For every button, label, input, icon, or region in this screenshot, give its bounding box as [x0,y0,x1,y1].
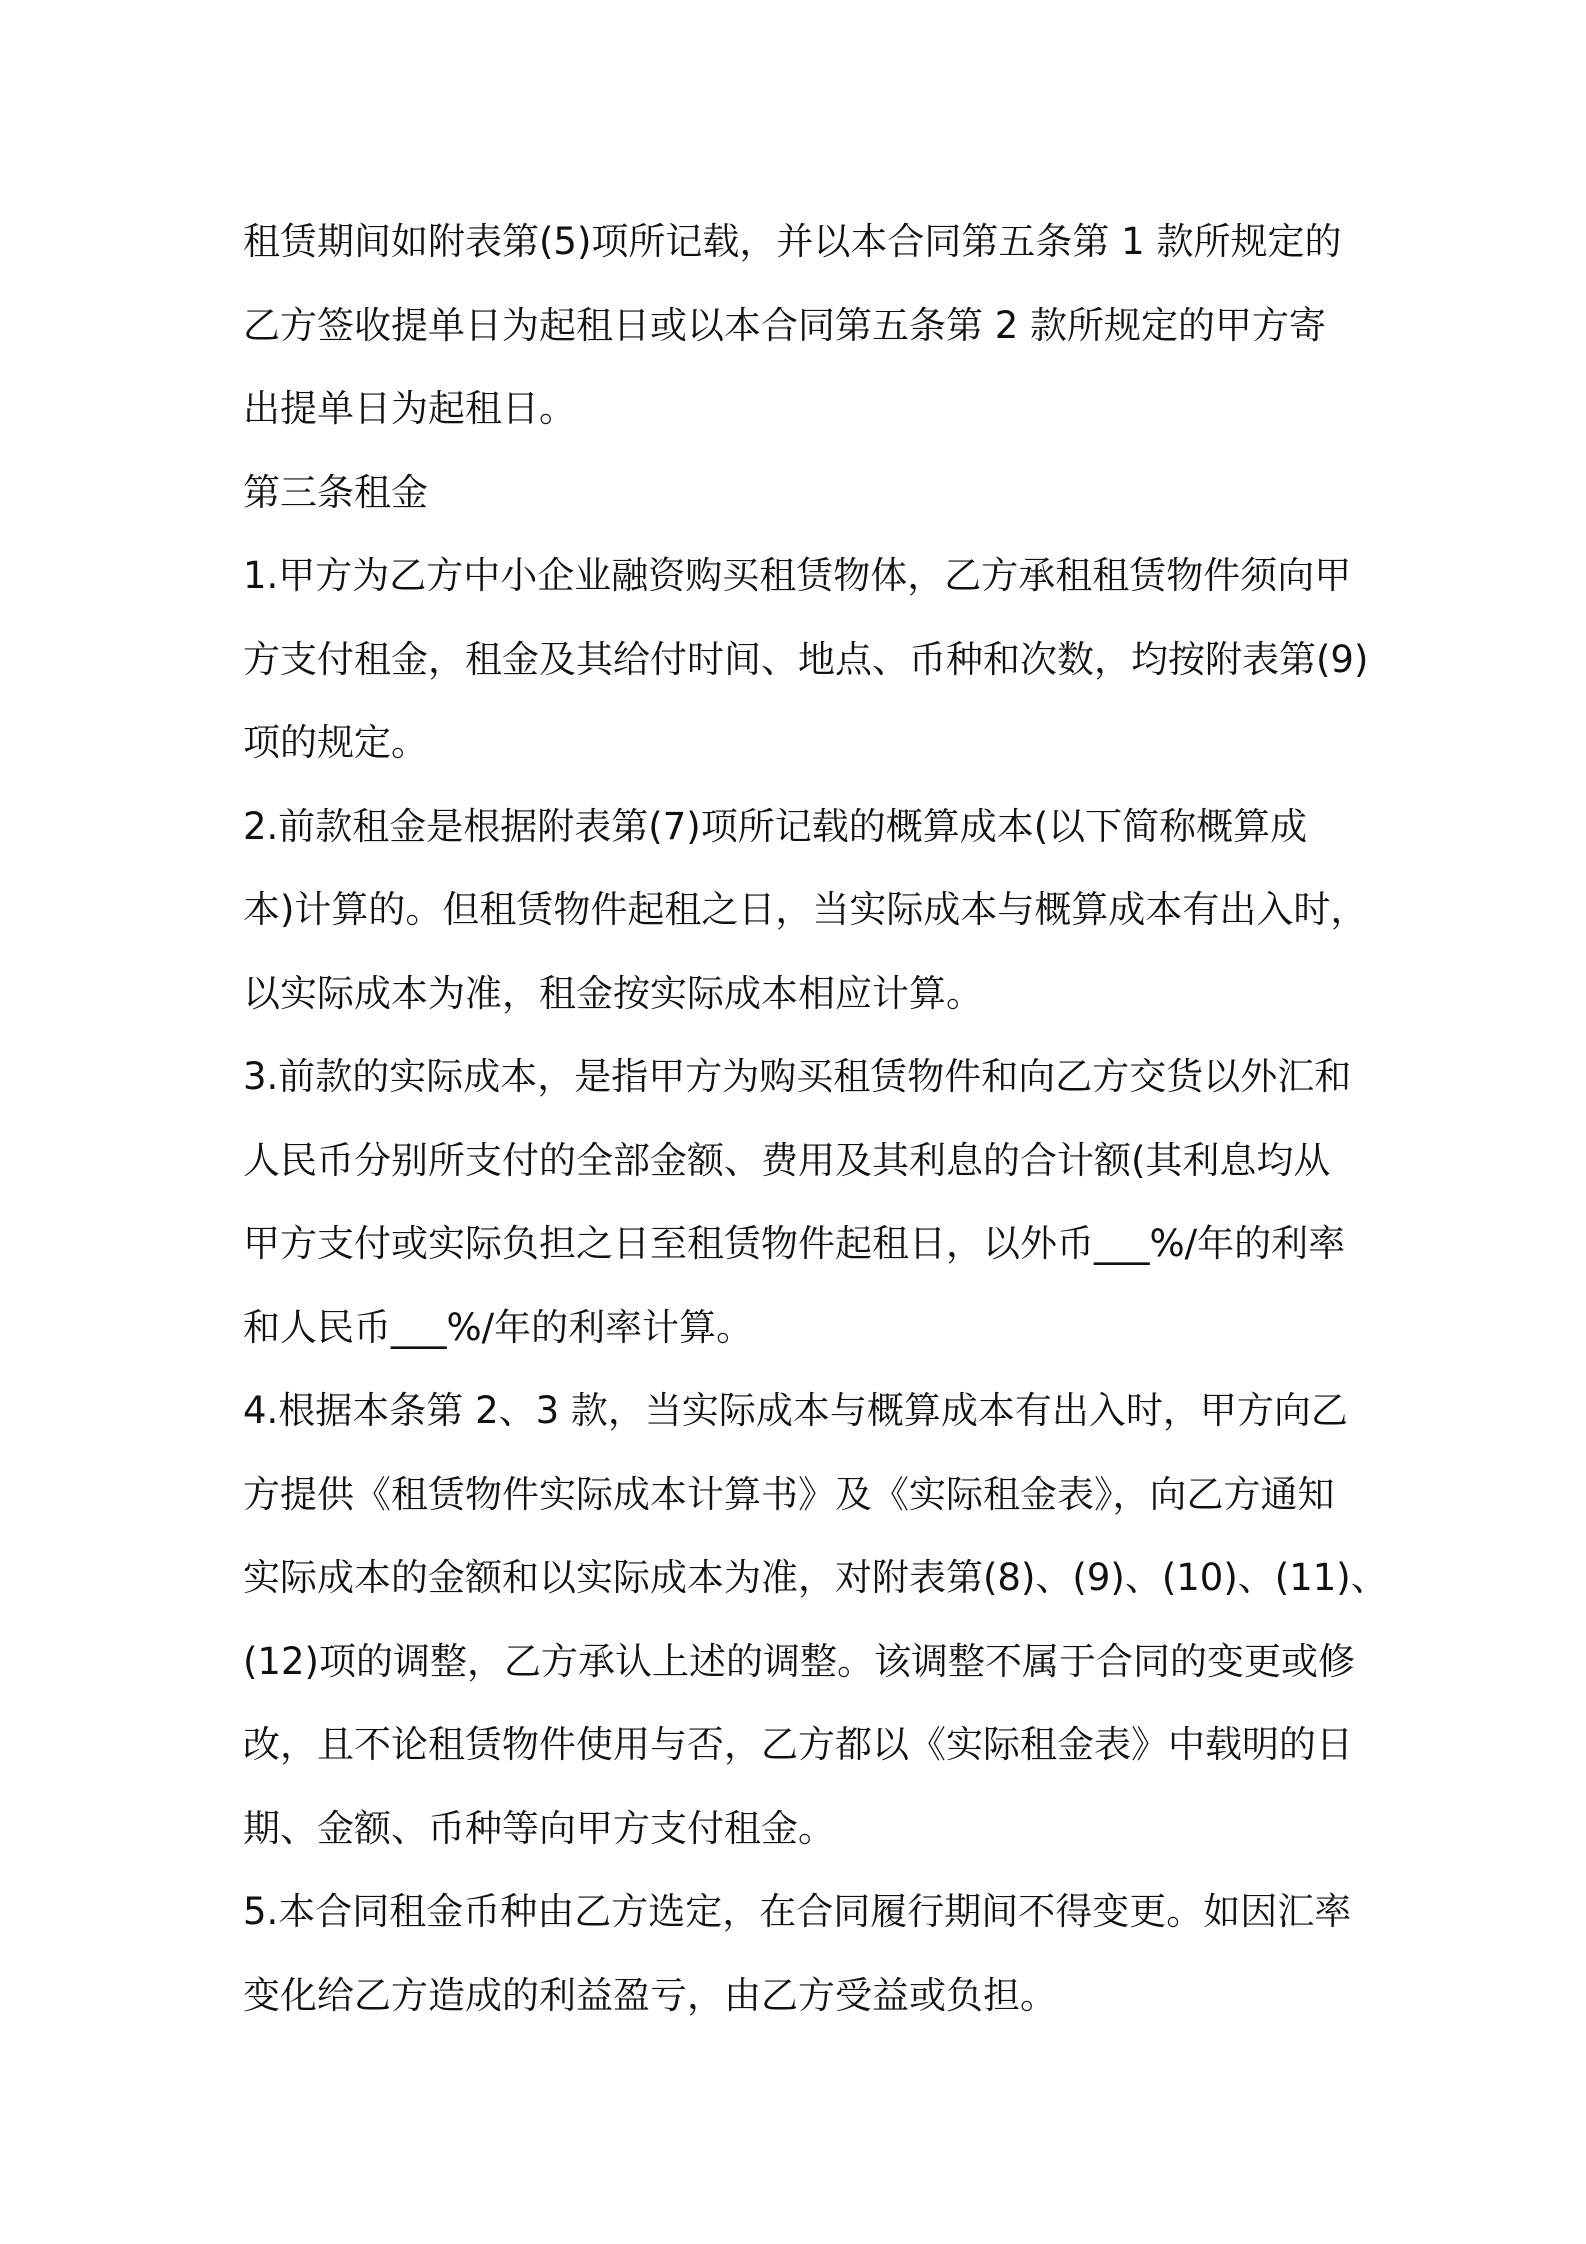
text-line: 项的规定。 [243,721,428,764]
text-line: 和人民币___%/年的利率计算。 [243,1305,754,1349]
text-line: 以实际成本为准，租金按实际成本相应计算。 [243,971,983,1015]
text-line: 甲方支付或实际负担之日至租赁物件起租日，以外币___%/年的利率 [243,1222,1346,1265]
text-line: 乙方签收提单日为起租日或以本合同第五条第 2 款所规定的甲方寄 [243,303,1327,347]
text-line: 4.根据本条第 2、3 款，当实际成本与概算成本有出入时，甲方向乙 [243,1389,1348,1432]
text-line: 期、金额、币种等向甲方支付租金。 [243,1806,835,1850]
section-heading: 第三条租金 [243,470,428,514]
text-line: 本)计算的。但租赁物件起租之日，当实际成本与概算成本有出入时， [243,888,1368,931]
text-line: 变化给乙方造成的利益盈亏，由乙方受益或负担。 [243,1973,1057,2017]
text-line: (12)项的调整，乙方承认上述的调整。该调整不属于合同的变更或修 [243,1639,1355,1683]
text-line: 方支付租金，租金及其给付时间、地点、币种和次数，均按附表第(9) [243,637,1369,681]
text-line: 出提单日为起租日。 [243,387,576,430]
text-line: 5.本合同租金币种由乙方选定，在合同履行期间不得变更。如因汇率 [243,1890,1352,1933]
text-line: 租赁期间如附表第(5)项所记载，并以本合同第五条第 1 款所规定的 [243,220,1342,263]
text-line: 改，且不论租赁物件使用与否，乙方都以《实际租金表》中载明的日 [243,1723,1353,1766]
text-line: 实际成本的金额和以实际成本为准，对附表第(8)、(9)、(10)、(11)、 [243,1556,1388,1599]
document-body [243,200,1388,2037]
text-line: 2.前款租金是根据附表第(7)项所记载的概算成本(以下简称概算成 [243,804,1308,848]
text-line: 人民币分别所支付的全部金额、费用及其利息的合计额(其利息均从 [243,1138,1331,1182]
text-line: 方提供《租赁物件实际成本计算书》及《实际租金表》，向乙方通知 [243,1472,1335,1516]
text-line: 3.前款的实际成本，是指甲方为购买租赁物件和向乙方交货以外汇和 [243,1055,1352,1098]
text-line: 1.甲方为乙方中小企业融资购买租赁物体，乙方承租租赁物件须向甲 [243,554,1352,597]
